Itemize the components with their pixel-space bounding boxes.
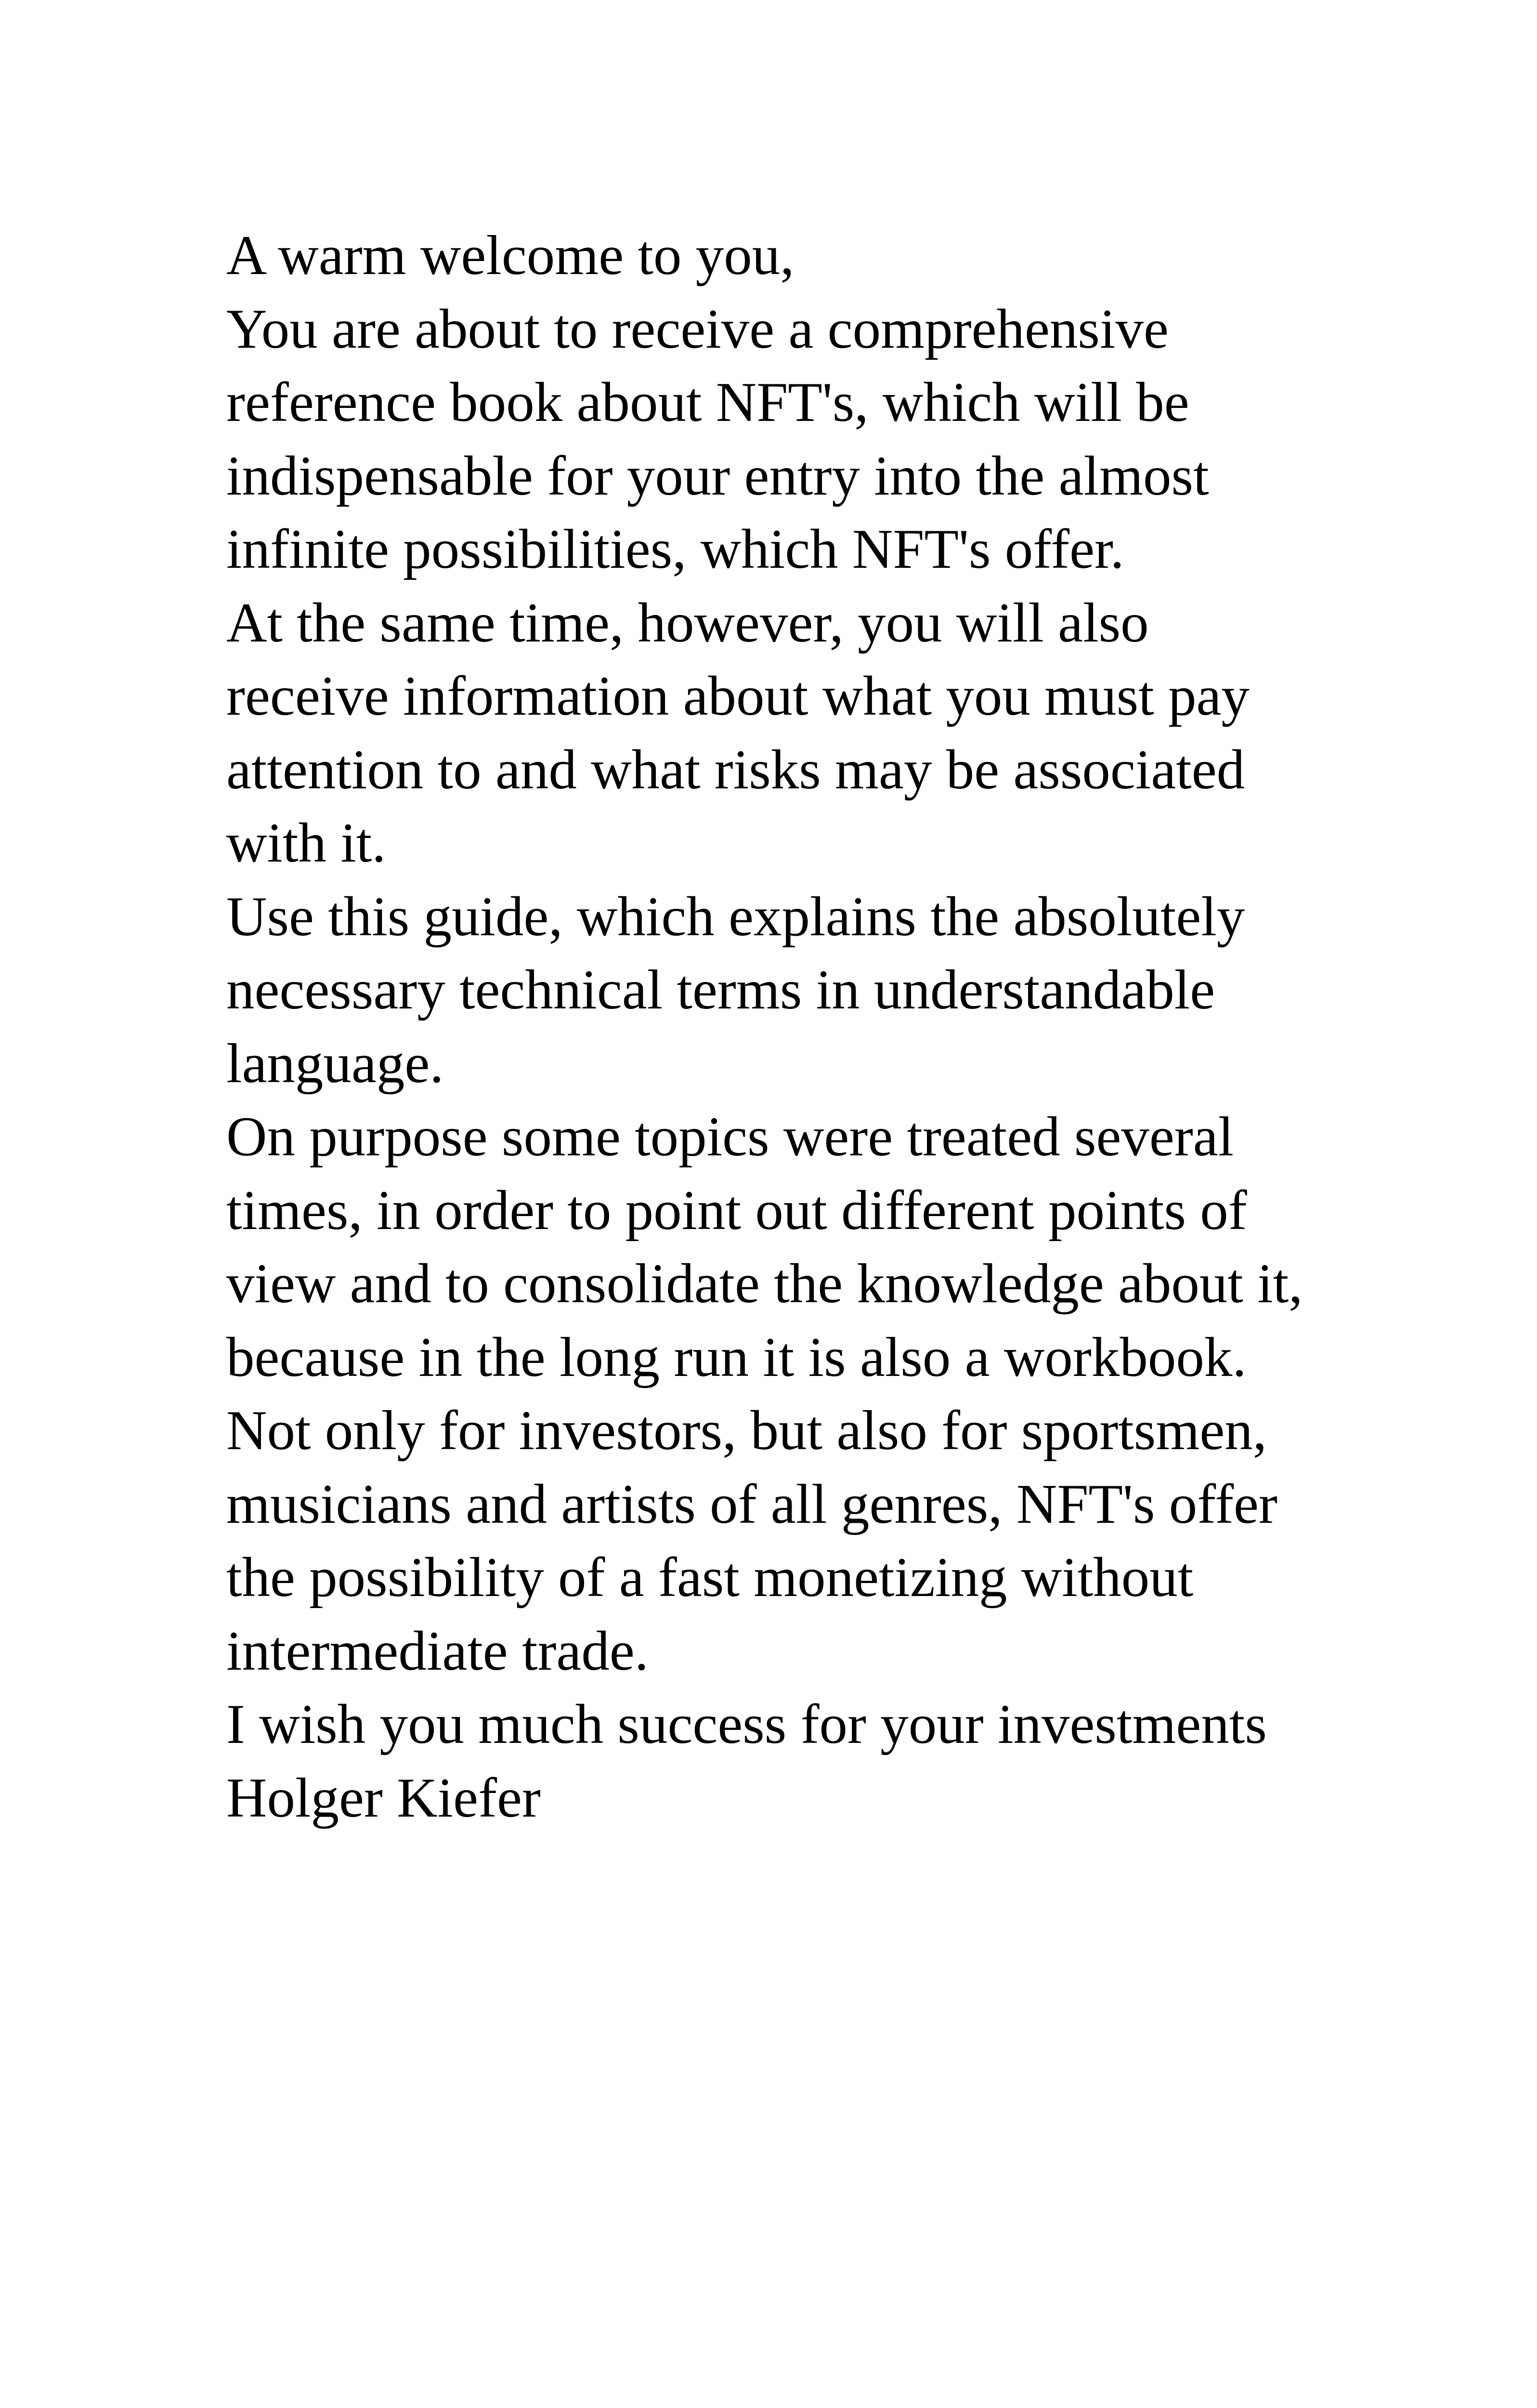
letter-line: On purpose some topics were treated several (226, 1106, 1234, 1168)
letter-line: Not only for investors, but also for sportsmen, (226, 1400, 1267, 1462)
letter-line: view and to consolidate the knowledge about it, (226, 1253, 1303, 1315)
letter-line: necessary technical terms in understandable (226, 959, 1215, 1021)
letter-line: attention to and what risks may be associated (226, 738, 1245, 801)
letter-line: Use this guide, which explains the absolutely (226, 885, 1245, 948)
letter-greeting: A warm welcome to you, (226, 224, 795, 287)
letter-line: with it. (226, 812, 386, 874)
letter-line: times, in order to point out different points of (226, 1179, 1247, 1242)
welcome-letter (226, 219, 1382, 1835)
letter-closing: I wish you much success for your investments (226, 1693, 1267, 1755)
letter-line: language. (226, 1032, 444, 1095)
letter-line: At the same time, however, you will also (226, 591, 1149, 654)
letter-line: intermediate trade. (226, 1620, 649, 1682)
letter-signature: Holger Kiefer (226, 1767, 541, 1829)
letter-line: receive information about what you must pay (226, 665, 1250, 727)
letter-line: musicians and artists of all genres, NFT's offer (226, 1473, 1277, 1535)
letter-line: You are about to receive a comprehensive (226, 298, 1169, 360)
letter-line: because in the long run it is also a workbook. (226, 1326, 1247, 1388)
letter-line: infinite possibilities, which NFT's offer. (226, 518, 1124, 580)
letter-line: reference book about NFT's, which will be (226, 371, 1189, 433)
letter-line: the possibility of a fast monetizing without (226, 1546, 1194, 1609)
letter-line: indispensable for your entry into the almost (226, 445, 1209, 507)
